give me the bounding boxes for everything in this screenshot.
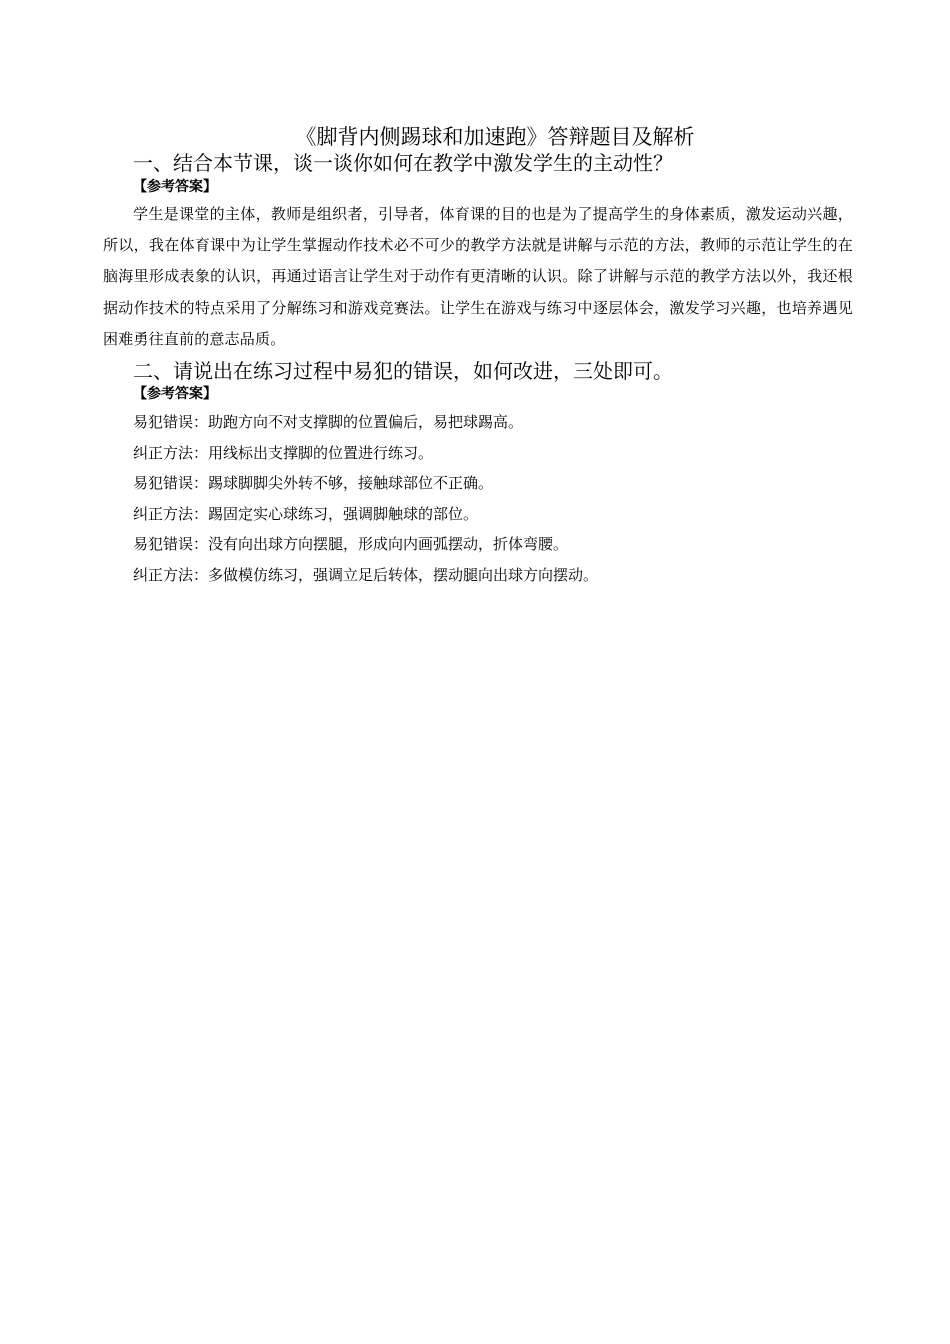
correction-line: 纠正方法：踢固定实心球练习，强调脚触球的部位。 (133, 504, 479, 523)
document-title: 《脚背内侧踢球和加速跑》答辩题目及解析 (295, 125, 695, 149)
question-1-answer-paragraph: 学生是课堂的主体，教师是组织者，引导者，体育课的目的也是为了提高学生的身体素质，激发运动兴趣，所以，我在体育课中为让学生掌握动作技术必不可少的教学方法就是讲解与示范的方法，教师的示范让学生的在脑海里形成表象的认识，再通过语言让学生对于动作有更清晰的认识。除了讲解与示范的教学方法以外，我还根据动作技术的特点采用了分解练习和游戏竞赛法。让学生在游戏与练习中逐层体会，激发学习兴趣，也培养遇见困难勇往直前的意志品质。 (103, 205, 853, 348)
error-line: 易犯错误：踢球脚脚尖外转不够，接触球部位不正确。 (133, 474, 494, 493)
question-2-answer-label: 【参考答案】 (133, 386, 217, 402)
correction-line: 纠正方法：多做模仿练习，强调立足后转体，摆动腿向出球方向摆动。 (133, 565, 599, 584)
question-2-answer-list (133, 407, 853, 591)
question-1-answer-label: 【参考答案】 (133, 179, 217, 195)
question-2-heading: 二、请说出在练习过程中易犯的错误，如何改进，三处即可。 (133, 359, 673, 383)
error-line: 易犯错误：助跑方向不对支撑脚的位置偏后，易把球踢高。 (133, 413, 524, 431)
correction-line: 纠正方法：用线标出支撑脚的位置进行练习。 (133, 443, 434, 462)
question-1-heading: 一、结合本节课，谈一谈你如何在教学中激发学生的主动性？ (133, 151, 673, 175)
error-line: 易犯错误：没有向出球方向摆腿，形成向内画弧摆动，折体弯腰。 (133, 535, 569, 554)
